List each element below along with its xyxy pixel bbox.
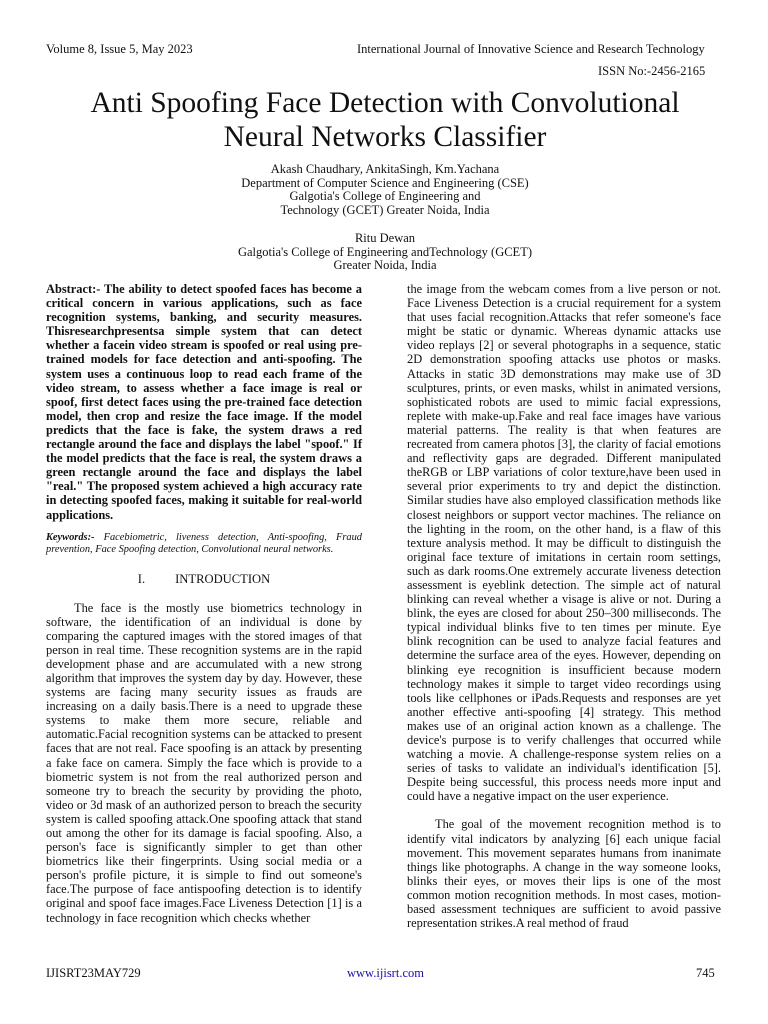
keywords-text: Facebiometric, liveness detection, Anti-spoofing, Fraud prevention, Face Spoofing detection, Convolutional neural networks. — [46, 531, 362, 555]
author-block-1 — [150, 163, 620, 217]
right-column — [407, 282, 721, 930]
author-names: Akash Chaudhary, AnkitaSingh, Km.Yachana — [270, 162, 500, 176]
author-name-2: Ritu Dewan — [354, 231, 416, 245]
keywords-label: Keywords:- — [46, 531, 95, 543]
title-line-2: Neural Networks Classifier — [223, 121, 547, 153]
page-number: 745 — [696, 966, 715, 980]
volume-info: Volume 8, Issue 5, May 2023 — [46, 42, 193, 56]
section-title: INTRODUCTION — [175, 572, 271, 587]
left-column — [46, 282, 362, 925]
author-block-2 — [150, 232, 620, 273]
intro-paragraph: The face is the mostly use biometrics technology in software, the identification of an individual is done by comparing the captured images with the stored images of that person in real time. These recognition systems are in the rapid development phase and are accumulated with a new strong algorithm that improves the system day by day. However, these systems are facing many security issues as frauds are increasing on a daily basis.There is a need to upgrade these systems to make them more secure, reliable and automatic.Facial recognition systems can be attacked to present faces that are not real. Face spoofing is an attack by presenting a fake face on camera. Simply the face which is provide to a biometric system is not from the real authorized person and someone try to breach the security by providing the photo, video or 3d mask of an authorized person to breach the security system is called spoofing attack.One spoofing attack that stand out among the other for its damage is facial spoofing. Also, a person's face is significantly simpler to get than other biometrics like their fingerprints. Using social media or a person's profile picture, it is simple to find out someone's face.The purpose of face antispoofing detection is to identify original and spoof face images.Face Liveness Detection [1] is a technology in face recognition which checks whether — [46, 600, 362, 925]
author-institution-2: Technology (GCET) Greater Noida, India — [280, 202, 490, 217]
footer-website-link[interactable]: www.ijisrt.com — [347, 966, 424, 980]
body-paragraph-2: The goal of the movement recognition method is to identify vital indicators by analyzing [6] each unique facial movement. This movement separates humans from inanimate things like photographs. A change in the way someone looks, blinks their eyes, or moves their lips is one of the most common motion recognition methods. In most cases, motion-based assessment techniques are sufficient to avoid passive representation strikes.A real method of fraud — [407, 817, 721, 931]
journal-name: International Journal of Innovative Science and Research Technology — [357, 42, 705, 56]
author-location: Greater Noida, India — [333, 258, 437, 273]
author-department: Department of Computer Science and Engineering (CSE) — [241, 175, 529, 190]
author-institution-3: Galgotia's College of Engineering andTechnology (GCET) — [237, 244, 532, 259]
abstract: Abstract:- The ability to detect spoofed faces has become a critical concern in various applications, such as face recognition systems, banking, and security measures. Thisresearchpresentsa simple system that can detect whether a facein video stream is spoofed or real using pre-trained models for face detection and anti-spoofing. The system uses a continuous loop to read each frame of the video stream, to assess whether a face image is real or spoof, first detect faces using the pre-trained face detection model, then crop and resize the face image. If the model predicts that the face is fake, the system draws a red rectangle around the face and displays the label "spoof." If the model predicts that the face is real, the system draws a green rectangle around the face and displays the label "real." The proposed system achieved a high accuracy rate in detecting spoofed faces, making it suitable for real-world applications. — [46, 282, 362, 522]
footer-article-id: IJISRT23MAY729 — [46, 966, 141, 980]
section-number: I. — [137, 572, 146, 587]
author-institution-1: Galgotia's College of Engineering and — [289, 189, 481, 204]
issn: ISSN No:-2456-2165 — [598, 64, 706, 78]
paper-title — [40, 86, 730, 154]
body-paragraph-1: the image from the webcam comes from a live person or not. Face Liveness Detection is a crucial requirement for a system that uses facial recognition.Attacks that refer someone's face might be static or dynamic. Whereas dynamic attacks use video replays [2] or several photographs in a sequence, static 2D demonstration spoofing attacks use photos or masks. Attacks in static 3D demonstrations may make use of 3D sculptures, prints, or even masks, whilst in animated versions, sophisticated robots are used to mimic facial expressions, replete with make-up.Fake and real face images have various material patterns. The reality is that when features are recreated from camera photos [3], the clarity of facial emotions and reflectivity gaps are degraded. Different manipulated theRGB or LBP variations of color texture,have been used in several prior experiments to try and depict the distinction. Similar studies have also employed classification methods like closest neighbors or support vector machines. The reliance on the lighting in the room, on the other hand, is a flaw of this texture analysis method. It may be difficult to distinguish the original face texture of imitations in certain room settings, such as dark rooms.One extremely accurate liveness detection assessment is eyeblink detection. The simple act of natural blinking can reveal whether a visage is alive or not. During a blink, the eyes are closed for about 250–300 milliseconds. The typical individual blinks five to ten times per minute. Eye blink recognition can be used to analyze facial features and determine the surface area of the eyes. However, depending on blinking eye recognition is insufficient because modern technology makes it simple to target video recordings using tools like cellphones or iPads.Requests and responses are yet another effective anti-spoofing [4] strategy. This method makes use of an original action known as a challenge. The device's purpose is to verify challenges that occurred while watching a movie. A challenge-response system relies on a series of tasks to validate an individual's identification [5]. Despite being successful, this process needs more input and could have a negative impact on the user experience. — [407, 282, 721, 804]
keywords — [46, 532, 362, 557]
title-line-1: Anti Spoofing Face Detection with Convolutional — [90, 87, 680, 119]
section-heading — [46, 572, 362, 586]
